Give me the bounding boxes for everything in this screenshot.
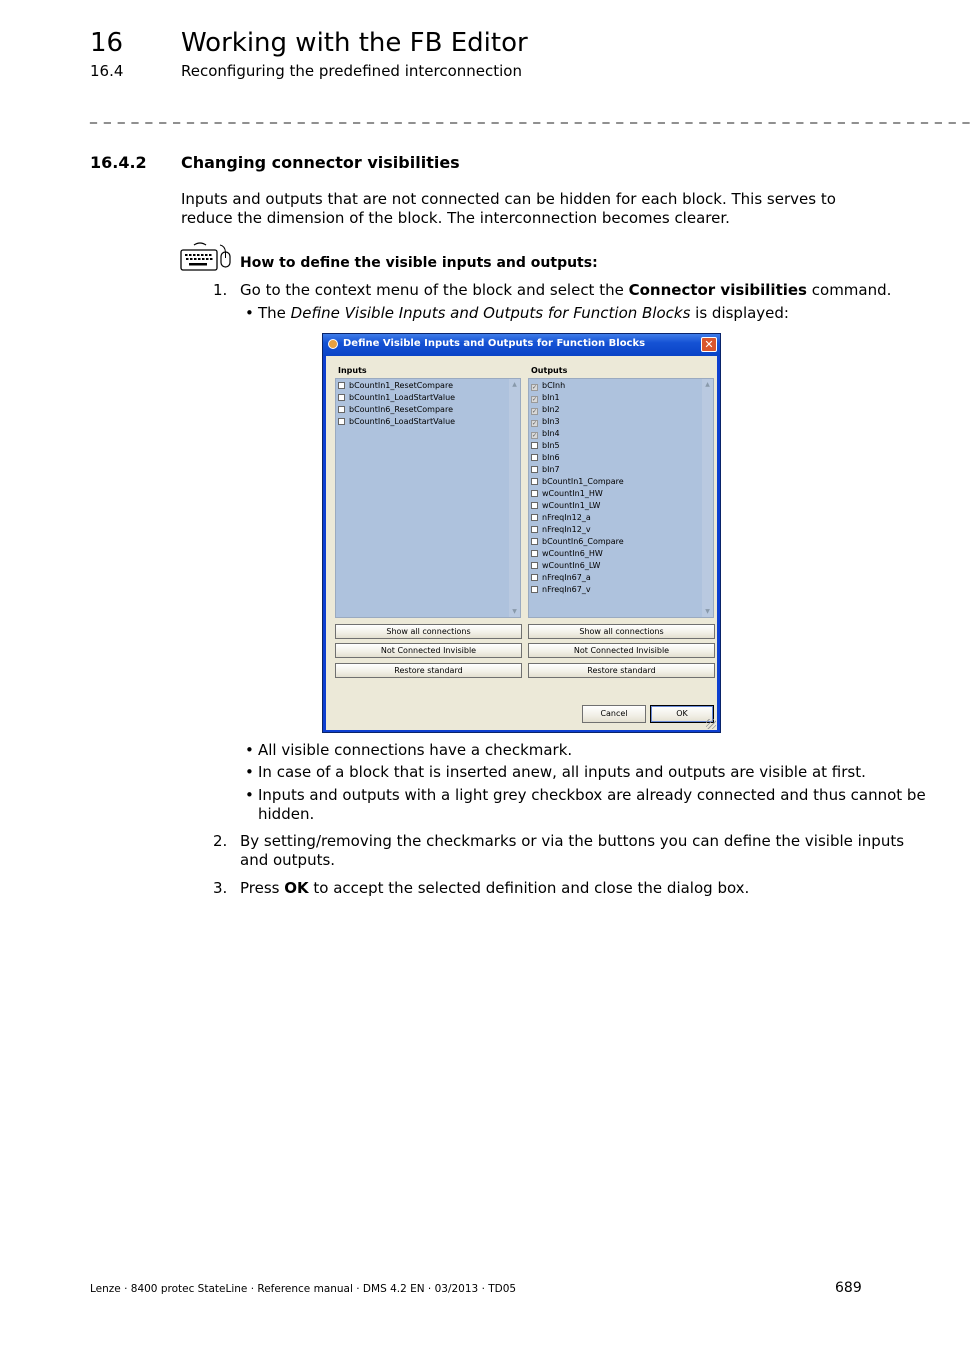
outputs-show-all-button[interactable]: Show all connections	[528, 624, 715, 639]
intro-paragraph: Inputs and outputs that are not connected can be hidden for each block. This serves to reduce the dimension of the block. The interconnection becomes clearer.	[181, 190, 836, 227]
step-number: 2.	[213, 832, 228, 850]
checkbox[interactable]	[338, 418, 345, 425]
outputs-list-item[interactable]	[531, 573, 591, 585]
footer-text: Lenze · 8400 protec StateLine · Reference manual · DMS 4.2 EN · 03/2013 · TD05	[90, 1283, 517, 1295]
outputs-list-item[interactable]	[531, 537, 624, 549]
inputs-not-connected-invisible-button[interactable]: Not Connected Invisible	[335, 643, 522, 658]
inputs-scrollbar[interactable]	[509, 379, 520, 617]
outputs-scrollbar[interactable]	[702, 379, 713, 617]
list-item-label: bIn7	[542, 465, 560, 474]
inputs-list-item[interactable]	[338, 417, 455, 429]
outputs-restore-standard-button[interactable]: Restore standard	[528, 663, 715, 678]
list-item-label: wCountIn6_LW	[542, 561, 601, 570]
outputs-list-item[interactable]	[531, 465, 560, 477]
inputs-restore-standard-button[interactable]: Restore standard	[335, 663, 522, 678]
list-item-label: bCountIn6_ResetCompare	[349, 405, 453, 414]
inputs-list-item[interactable]	[338, 381, 453, 393]
step-number: 1.	[213, 281, 228, 299]
checkbox[interactable]	[338, 406, 345, 413]
inputs-list-item[interactable]	[338, 393, 455, 405]
cancel-button[interactable]: Cancel	[582, 705, 646, 723]
checkbox[interactable]	[531, 526, 538, 533]
outputs-list-item[interactable]	[531, 477, 624, 489]
checkbox: ✓	[532, 384, 538, 391]
bullet-text: All visible connections have a checkmark.	[258, 741, 573, 759]
list-item-label: bCountIn1_Compare	[542, 477, 624, 486]
keyboard-mouse-icon	[180, 241, 234, 273]
outputs-list-item[interactable]	[531, 585, 591, 597]
list-item-label: bIn5	[542, 441, 560, 450]
outputs-list-item[interactable]	[531, 501, 600, 513]
list-item-label: bIn1	[542, 393, 560, 402]
list-item-label: bIn4	[542, 429, 560, 438]
step-number: 3.	[213, 879, 228, 897]
ok-button[interactable]: OK	[650, 705, 714, 723]
scroll-down-icon[interactable]: ▼	[512, 608, 517, 615]
checkbox[interactable]	[531, 562, 538, 569]
list-item-label: bCountIn1_ResetCompare	[349, 381, 453, 390]
list-item-label: bCountIn1_LoadStartValue	[349, 393, 456, 402]
outputs-list-item[interactable]	[531, 441, 560, 453]
checkbox[interactable]	[531, 442, 538, 449]
section-number: 16.4	[90, 62, 124, 80]
checkbox[interactable]	[531, 514, 538, 521]
subsection-title: Changing connector visibilities	[181, 153, 460, 172]
checkbox[interactable]	[338, 394, 345, 401]
outputs-list-item[interactable]	[531, 453, 560, 465]
checkbox[interactable]	[531, 454, 538, 461]
bullet: •	[245, 786, 254, 804]
resize-grip[interactable]	[706, 719, 716, 729]
checkbox[interactable]	[531, 550, 538, 557]
outputs-list-item[interactable]	[531, 429, 560, 441]
checkbox[interactable]	[531, 478, 538, 485]
app-icon	[328, 339, 338, 349]
checkbox[interactable]	[531, 574, 538, 581]
outputs-listbox[interactable]	[528, 378, 714, 618]
checkbox: ✓	[532, 432, 538, 439]
checkbox[interactable]	[531, 502, 538, 509]
outputs-list-item[interactable]	[531, 549, 603, 561]
chapter-title: Working with the FB Editor	[181, 28, 528, 58]
list-item-label: nFreqIn12_v	[542, 525, 591, 534]
subsection-number: 16.4.2	[90, 153, 147, 172]
howto-title: How to define the visible inputs and outputs:	[240, 255, 598, 271]
inputs-listbox[interactable]	[335, 378, 521, 618]
step-text: By setting/removing the checkmarks or via the buttons you can define the visible inputs	[240, 832, 905, 850]
checkbox[interactable]	[338, 382, 345, 389]
scroll-up-icon[interactable]: ▲	[705, 381, 710, 388]
inputs-show-all-button[interactable]: Show all connections	[335, 624, 522, 639]
list-item-label: bIn3	[542, 417, 560, 426]
chapter-number: 16	[90, 28, 124, 58]
bullet-text: In case of a block that is inserted anew, all inputs and outputs are visible at first.	[258, 763, 866, 781]
bullet: •	[245, 741, 254, 759]
scroll-up-icon[interactable]: ▲	[512, 381, 517, 388]
list-item-label: wCountIn6_HW	[542, 549, 603, 558]
list-item-label: bIn2	[542, 405, 560, 414]
dialog-client	[326, 356, 717, 730]
inputs-label: Inputs	[338, 366, 367, 375]
outputs-list-item[interactable]	[531, 405, 560, 417]
checkbox: ✓	[532, 408, 538, 415]
outputs-list-item[interactable]	[531, 393, 560, 405]
outputs-list-item[interactable]	[531, 561, 600, 573]
list-item-label: nFreqIn12_a	[542, 513, 591, 522]
checkbox: ✓	[532, 420, 538, 427]
list-item-label: wCountIn1_LW	[542, 501, 601, 510]
outputs-list-item[interactable]	[531, 513, 591, 525]
list-item-label: nFreqIn67_v	[542, 585, 591, 594]
checkbox[interactable]	[531, 466, 538, 473]
close-button[interactable]: ✕	[701, 337, 717, 352]
list-item-label: bIn6	[542, 453, 560, 462]
checkbox: ✓	[532, 396, 538, 403]
checkbox[interactable]	[531, 586, 538, 593]
outputs-list-item[interactable]	[531, 489, 603, 501]
list-item-label: nFreqIn67_a	[542, 573, 591, 582]
header-rule: _ _ _ _ _ _ _ _ _ _ _ _ _ _ _ _ _ _ _ _ _ _ _ _ _ _ _ _ _ _ _ _ _ _ _ _ _ _ _ _ _ _ _ _ _ _ _ _ _ _ _ _ _ _ _ _ _ _ _ _ _ _ _ _	[90, 108, 971, 124]
outputs-list-item[interactable]	[531, 417, 560, 429]
bullet: •	[245, 304, 254, 322]
dialog-titlebar[interactable]	[323, 334, 720, 356]
dialog-title: Define Visible Inputs and Outputs for Function Blocks	[343, 338, 646, 349]
list-item-label: bCInh	[542, 381, 566, 390]
list-item-label: wCountIn1_HW	[542, 489, 603, 498]
step-text: Press OK to accept the selected definition and close the dialog box.	[240, 879, 750, 897]
outputs-list-item[interactable]	[531, 525, 591, 537]
page-number: 689	[835, 1280, 862, 1296]
step-text: Go to the context menu of the block and select the Connector visibilities command.	[240, 281, 892, 299]
outputs-label: Outputs	[531, 366, 568, 375]
bullet-text-continued: hidden.	[258, 805, 315, 823]
checkbox[interactable]	[531, 538, 538, 545]
section-title: Reconfiguring the predefined interconnection	[181, 62, 522, 80]
bullet-text: Inputs and outputs with a light grey checkbox are already connected and thus cannot be	[258, 786, 926, 804]
define-visible-io-dialog	[322, 333, 721, 733]
inputs-list-item[interactable]	[338, 405, 453, 417]
bullet: •	[245, 763, 254, 781]
scroll-down-icon[interactable]: ▼	[705, 608, 710, 615]
outputs-list-item[interactable]	[531, 381, 565, 393]
list-item-label: bCountIn6_LoadStartValue	[349, 417, 456, 426]
outputs-not-connected-invisible-button[interactable]: Not Connected Invisible	[528, 643, 715, 658]
step-text-continued: and outputs.	[240, 851, 336, 869]
checkbox[interactable]	[531, 490, 538, 497]
bullet-text: The Define Visible Inputs and Outputs for Function Blocks is displayed:	[258, 304, 789, 322]
list-item-label: bCountIn6_Compare	[542, 537, 624, 546]
